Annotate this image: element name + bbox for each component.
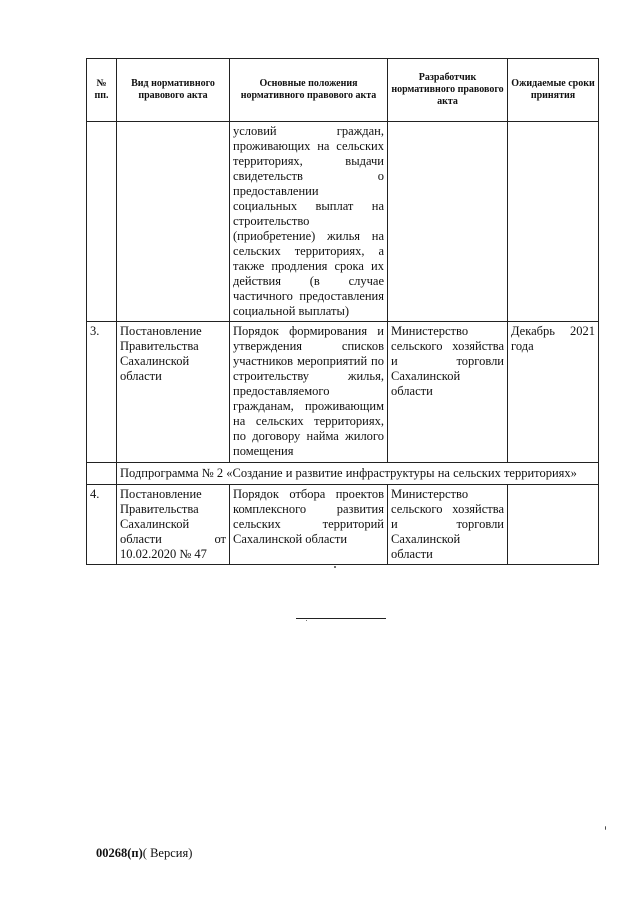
cell-type: Постановление Правительства Сахалинской области от 10.02.2020 № 47 xyxy=(117,485,230,565)
cell-provisions: Порядок формирования и утверждения списков участников мероприятий по строительству жилья, предоставляемого гражданам, проживающим на сельских территориях, по договору найма жилого помещения xyxy=(230,322,388,463)
scan-speck xyxy=(334,566,336,568)
table-header-row xyxy=(87,59,599,122)
header-type: Вид нормативного правового акта xyxy=(117,59,230,122)
document-version: ( Версия) xyxy=(142,846,193,860)
scan-speck xyxy=(605,826,606,830)
cell-developer: Министерство сельского хозяйства и торговли Сахалинской области xyxy=(388,322,508,463)
cell-deadline xyxy=(508,122,599,322)
cell-deadline: Декабрь 2021 года xyxy=(508,322,599,463)
document-footer xyxy=(96,846,192,861)
header-developer: Разработчик нормативного правового акта xyxy=(388,59,508,122)
cell-provisions: Порядок отбора проектов комплексного развития сельских территорий Сахалинской области xyxy=(230,485,388,565)
subprogram-row xyxy=(87,463,599,485)
separator-line xyxy=(296,618,386,619)
cell-num: 4. xyxy=(87,485,117,565)
table-row xyxy=(87,322,599,463)
cell-developer xyxy=(388,122,508,322)
table-row xyxy=(87,485,599,565)
header-provisions: Основные положения нормативного правового акта xyxy=(230,59,388,122)
cell-num xyxy=(87,122,117,322)
header-deadline: Ожидаемые сроки принятия xyxy=(508,59,599,122)
cell-provisions: условий граждан, проживающих на сельских территориях, выдачи свидетельств о предоставлении социальных выплат на строительство (приобретение) жилья на сельских территориях, а также продления срока их действия (в случае частичного предоставления социальной выплаты) xyxy=(230,122,388,322)
header-num: № пп. xyxy=(87,59,117,122)
cell-developer: Министерство сельского хозяйства и торговли Сахалинской области xyxy=(388,485,508,565)
subprogram-title: Подпрограмма № 2 «Создание и развитие инфраструктуры на сельских территориях» xyxy=(117,463,599,485)
cell-num xyxy=(87,463,117,485)
cell-num: 3. xyxy=(87,322,117,463)
table-row xyxy=(87,122,599,322)
legal-acts-table xyxy=(86,58,599,565)
cell-type xyxy=(117,122,230,322)
cell-deadline xyxy=(508,485,599,565)
cell-type: Постановление Правительства Сахалинской области xyxy=(117,322,230,463)
scan-speck xyxy=(306,620,307,621)
document-code: 00268(п) xyxy=(96,846,143,860)
